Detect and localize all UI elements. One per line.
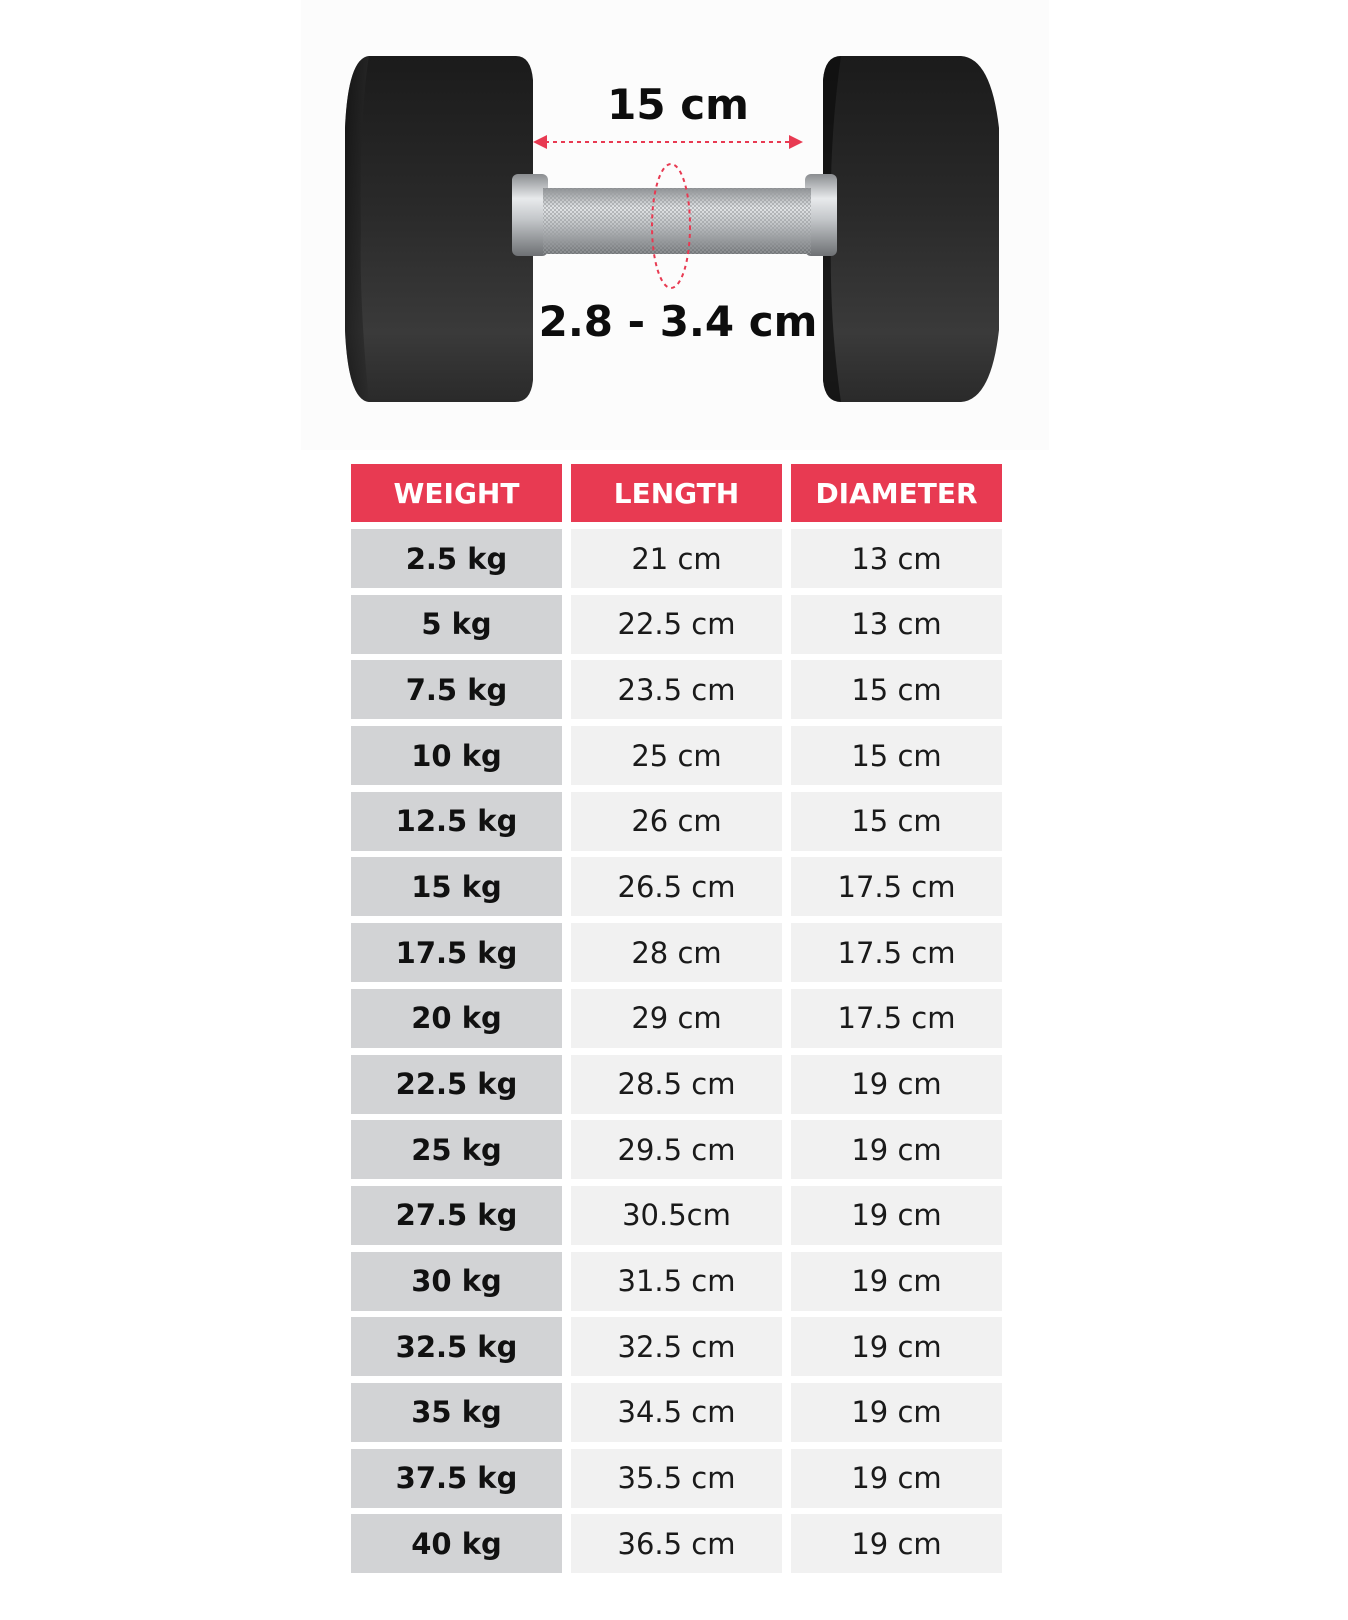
weight-cell: 40 kg: [351, 1514, 562, 1573]
table-row: [351, 1120, 1002, 1179]
weight-cell: 37.5 kg: [351, 1449, 562, 1508]
table-row: [351, 1514, 1002, 1573]
weight-cell: 15 kg: [351, 857, 562, 916]
length-cell: 32.5 cm: [571, 1317, 782, 1376]
diameter-cell: 15 cm: [791, 660, 1002, 719]
table-row: [351, 857, 1002, 916]
length-cell: 34.5 cm: [571, 1383, 782, 1442]
length-cell: 29 cm: [571, 989, 782, 1048]
diameter-cell: 19 cm: [791, 1383, 1002, 1442]
header-weight: WEIGHT: [351, 464, 562, 522]
length-cell: 26 cm: [571, 792, 782, 851]
table-row: [351, 1252, 1002, 1311]
weight-cell: 27.5 kg: [351, 1186, 562, 1245]
table-row: [351, 792, 1002, 851]
diameter-cell: 19 cm: [791, 1055, 1002, 1114]
diameter-cell: 13 cm: [791, 529, 1002, 588]
weight-cell: 7.5 kg: [351, 660, 562, 719]
table-row: [351, 1383, 1002, 1442]
weight-cell: 30 kg: [351, 1252, 562, 1311]
header-length: LENGTH: [571, 464, 782, 522]
weight-cell: 5 kg: [351, 595, 562, 654]
length-cell: 22.5 cm: [571, 595, 782, 654]
weight-cell: 32.5 kg: [351, 1317, 562, 1376]
left-plate: [345, 56, 533, 402]
handle: [543, 188, 811, 254]
right-plate: [823, 56, 999, 402]
length-cell: 25 cm: [571, 726, 782, 785]
diameter-cell: 19 cm: [791, 1449, 1002, 1508]
diameter-cell: 17.5 cm: [791, 857, 1002, 916]
table-row: [351, 1186, 1002, 1245]
length-arrow: [533, 135, 803, 149]
diameter-cell: 19 cm: [791, 1186, 1002, 1245]
diameter-cell: 19 cm: [791, 1120, 1002, 1179]
diameter-cell: 17.5 cm: [791, 923, 1002, 982]
diameter-cell: 15 cm: [791, 792, 1002, 851]
length-cell: 28 cm: [571, 923, 782, 982]
length-cell: 35.5 cm: [571, 1449, 782, 1508]
table-header-row: [351, 464, 1002, 522]
weight-cell: 22.5 kg: [351, 1055, 562, 1114]
diameter-cell: 19 cm: [791, 1317, 1002, 1376]
table-body: [351, 529, 1002, 1573]
length-cell: 28.5 cm: [571, 1055, 782, 1114]
weight-cell: 10 kg: [351, 726, 562, 785]
table-row: [351, 989, 1002, 1048]
table-row: [351, 1449, 1002, 1508]
table-row: [351, 1317, 1002, 1376]
table-row: [351, 923, 1002, 982]
length-cell: 31.5 cm: [571, 1252, 782, 1311]
length-cell: 29.5 cm: [571, 1120, 782, 1179]
table-row: [351, 1055, 1002, 1114]
dumbbell-icon: [301, 0, 1049, 450]
size-table: [351, 464, 1002, 1580]
header-diameter: DIAMETER: [791, 464, 1002, 522]
dumbbell-figure: [301, 0, 1049, 450]
length-cell: 23.5 cm: [571, 660, 782, 719]
length-cell: 21 cm: [571, 529, 782, 588]
weight-cell: 2.5 kg: [351, 529, 562, 588]
diameter-cell: 19 cm: [791, 1514, 1002, 1573]
grip-diameter-label: 2.8 - 3.4 cm: [538, 297, 818, 346]
weight-cell: 20 kg: [351, 989, 562, 1048]
length-cell: 36.5 cm: [571, 1514, 782, 1573]
diameter-cell: 19 cm: [791, 1252, 1002, 1311]
diameter-cell: 13 cm: [791, 595, 1002, 654]
length-cell: 30.5cm: [571, 1186, 782, 1245]
table-row: [351, 595, 1002, 654]
weight-cell: 35 kg: [351, 1383, 562, 1442]
length-label: 15 cm: [607, 80, 749, 129]
diameter-cell: 15 cm: [791, 726, 1002, 785]
length-cell: 26.5 cm: [571, 857, 782, 916]
weight-cell: 25 kg: [351, 1120, 562, 1179]
left-collar: [512, 174, 548, 256]
weight-cell: 12.5 kg: [351, 792, 562, 851]
table-row: [351, 660, 1002, 719]
table-row: [351, 529, 1002, 588]
table-row: [351, 726, 1002, 785]
diameter-cell: 17.5 cm: [791, 989, 1002, 1048]
weight-cell: 17.5 kg: [351, 923, 562, 982]
